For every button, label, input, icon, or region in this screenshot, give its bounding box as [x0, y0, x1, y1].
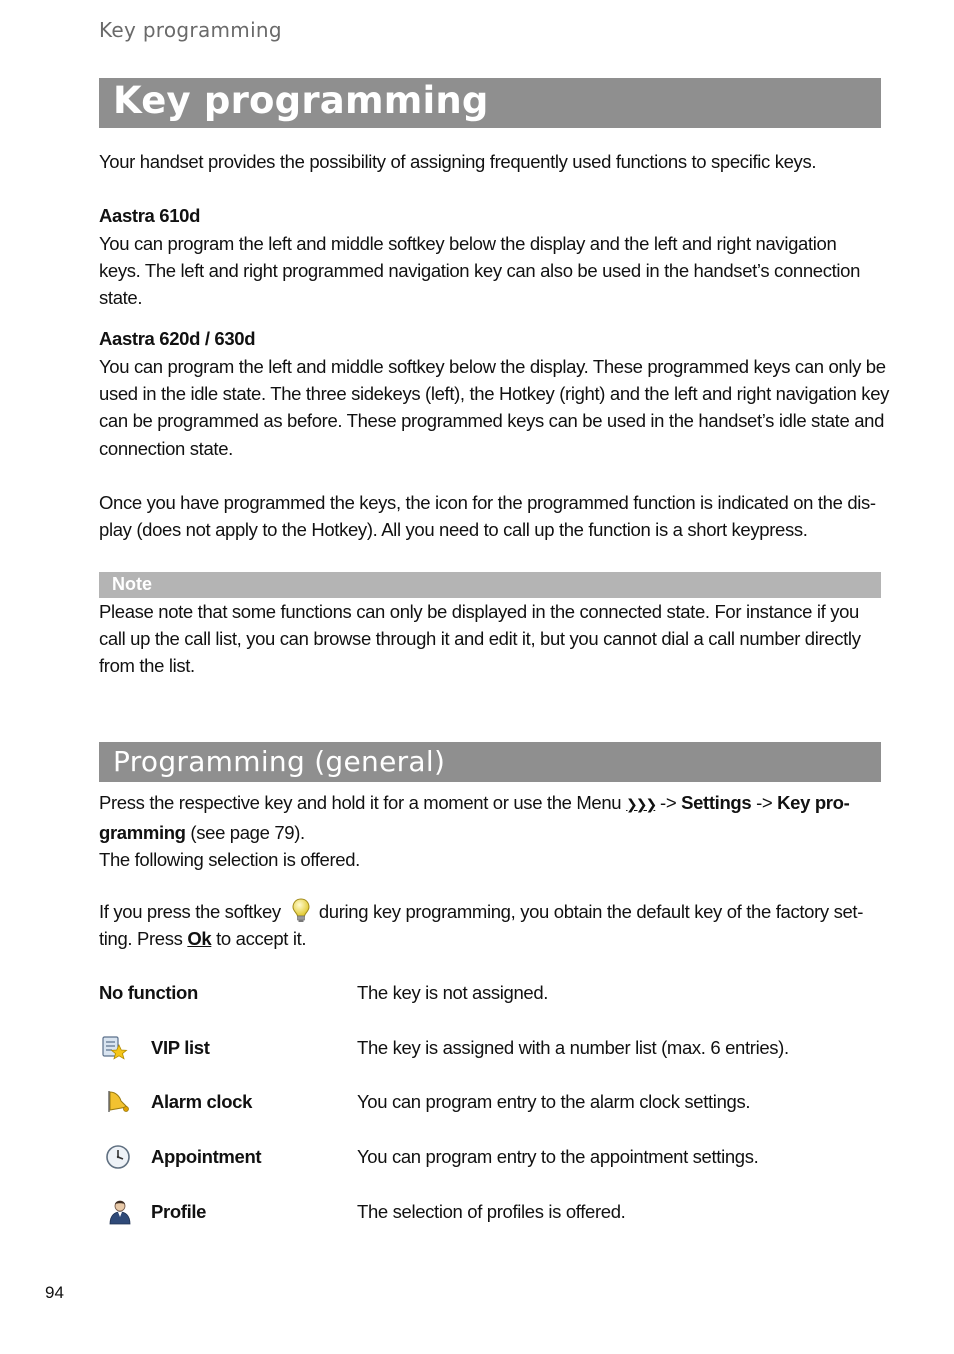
alarm-bell-icon [106, 1089, 132, 1115]
function-description: The key is assigned with a number list (max. 6 entries). [357, 1037, 789, 1058]
general-text-3: -> [751, 792, 778, 813]
page-title-bar [99, 78, 881, 128]
key-programming-term-2: gramming [99, 822, 186, 844]
function-description: The key is not assigned. [357, 982, 549, 1003]
function-row-profile [99, 1199, 889, 1239]
intro-paragraph: Your handset provides the possibility of assigning frequently used functions to specific keys. [99, 151, 817, 172]
note-bar [99, 572, 881, 598]
function-description: You can program entry to the appointment settings. [357, 1146, 759, 1167]
function-description: The selection of profiles is offered. [357, 1201, 626, 1222]
ok-softkey-term: Ok [187, 928, 212, 950]
key-programming-term-1: Key pro- [777, 792, 850, 813]
function-row-appointment [99, 1144, 889, 1184]
function-name: VIP list [151, 1037, 210, 1058]
person-icon [108, 1199, 134, 1225]
general-paragraph [99, 789, 889, 874]
general-text-4: (see page 79). [185, 822, 305, 844]
softkey-paragraph [99, 898, 889, 952]
clock-icon [105, 1144, 131, 1170]
softkey-text-2: during key programming, you obtain the default key of the factory set- [318, 901, 864, 922]
function-row-vip-list [99, 1035, 889, 1075]
function-row-alarm-clock [99, 1089, 889, 1129]
softkey-text-3: ting. Press [99, 928, 188, 950]
function-name: No function [99, 982, 198, 1003]
general-text-2: -> [655, 792, 682, 813]
menu-glyph: ❯❯❯ [626, 797, 656, 813]
general-text-5: The following selection is offered. [99, 849, 360, 871]
settings-term: Settings [681, 792, 752, 813]
heading-620d: Aastra 620d / 630d [99, 328, 256, 349]
section-title-bar [99, 742, 881, 782]
section-title: Programming (general) [113, 745, 446, 778]
running-header: Key programming [99, 18, 282, 42]
note-label: Note [112, 574, 152, 594]
programmed-paragraph: Once you have programmed the keys, the icon for the programmed function is indicated on the dis-play (does not apply to the Hotkey). All you need to call up the function is a short keypress. [99, 492, 876, 541]
page-title: Key programming [113, 79, 489, 122]
page-number: 94 [45, 1283, 64, 1302]
function-description: You can program entry to the alarm clock settings. [357, 1091, 751, 1112]
lightbulb-icon [291, 898, 311, 924]
body-610d: You can program the left and middle softkey below the display and the left and right navigation keys. The left and right programmed navigation key can also be used in the handset’s connection state. [99, 233, 861, 309]
note-body: Please note that some functions can only be displayed in the connected state. For instance if you call up the call list, you can browse through it and edit it, but you cannot dial a call number directly from the list. [99, 601, 861, 677]
function-name: Alarm clock [151, 1091, 253, 1112]
function-name: Appointment [151, 1146, 262, 1167]
function-row-no-function [99, 980, 889, 1020]
function-name: Profile [151, 1201, 207, 1222]
vip-list-icon [102, 1035, 128, 1061]
heading-610d: Aastra 610d [99, 205, 201, 226]
general-text-1: Press the respective key and hold it for a moment or use the Menu [99, 792, 627, 813]
softkey-text-1: If you press the softkey [99, 901, 281, 922]
body-620d: You can program the left and middle softkey below the display. These programmed keys can only be used in the idle state. The three sidekeys (left), the Hotkey (right) and the left and right navigation key can be programmed as before. These programmed keys can be used in the handset’s idle state and connection state. [99, 356, 890, 459]
softkey-text-4: to accept it. [211, 928, 307, 950]
